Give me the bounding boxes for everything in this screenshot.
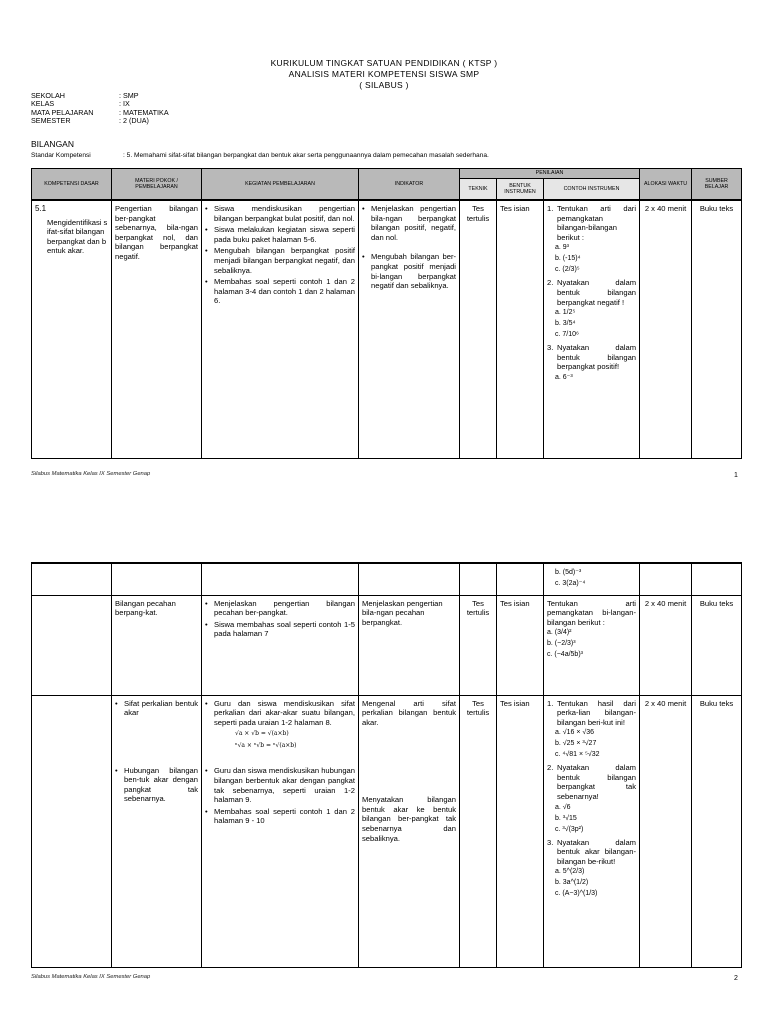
header-materi: MATERI POKOK / PEMBELAJARAN [112,169,202,201]
question-sub: b. 3a^(1/2) [555,879,589,887]
page-1 [0,0,768,490]
question-sub: a. 6⁻³ [555,373,573,381]
question-text: Nyatakan dalam bentuk bilangan berpangkat positif! [557,343,637,372]
cell-indikator [359,563,460,595]
list-item: • Membahas soal seperti contoh 1 dan 2 halaman 9 - 10 [214,807,355,826]
info-key: SEKOLAH [31,91,65,100]
question-sub: a. 1/2⁵ [555,309,576,317]
question-sub: b. (−2/3)³ [547,640,576,648]
cell-sumber: Buku teks [692,595,742,695]
cell-materi: Bilangan pecahan berpang-kat. [112,595,202,695]
question-item [547,699,636,761]
header-line-1: KURIKULUM TINGKAT SATUAN PENDIDIKAN ( KTSP ) [270,58,498,68]
question-number: 3. [547,837,554,847]
question-item [547,763,636,834]
question-sub: c. (A−3)^(1/3) [555,890,598,898]
cell-kd [32,695,112,967]
question-text: Nyatakan dalam bentuk bilangan berpangkat negatif ! [557,278,637,307]
header-kegiatan: KEGIATAN PEMBELAJARAN [202,169,359,201]
cell-indikator: Menjelaskan pengertian bila-ngan pecahan berpangkat. [359,595,460,695]
header-kd: KOMPETENSI DASAR [32,169,112,201]
syllabus-table-page-1 [31,168,742,459]
table-row [32,695,742,967]
list-item: • Membahas soal seperti contoh 1 dan 2 halaman 3-4 dan contoh 1 dan 2 halaman 6. [214,277,355,306]
list-item: • Menjelaskan pengertian bila-ngan berpangkat bilangan positif, negatif, dan nol. [371,204,456,242]
formula: √a × √b = √(a×b) [235,730,289,738]
header-contoh: CONTOH INSTRUMEN [544,179,640,201]
cell-materi: Pengertian bilangan ber-pangkat sebenarnya, bila-ngan berpangkat nol, dan bilangan berpangkat negatif. [112,200,202,458]
question-sub: c. (−4a/5b)³ [547,651,583,659]
cell-alokasi: 2 x 40 menit [640,200,692,458]
list-item: • Hubungan bilangan ben-tuk akar dengan pangkat tak sebenarnya. [124,766,198,804]
cell-kd [32,563,112,595]
header-line-3: ( SILABUS ) [359,80,409,90]
kd-text: Mengidentifikasi sifat-sifat bilangan berpangkat dan bentuk akar. [47,217,108,256]
cell-contoh [544,563,640,595]
list-item: • Menjelaskan pengertian bilangan pecahan ber-pangkat. [214,599,355,618]
info-value: : IX [119,99,130,109]
question-sub: a. 9³ [555,244,570,252]
page-2 [0,528,768,1024]
cell-teknik: Tes tertulis [460,595,497,695]
info-key: KELAS [31,99,55,109]
formula: ⁿ√a × ⁿ√b = ⁿ√(a×b) [235,741,297,749]
indikator-text: Mengenal arti sifat perkalian bilangan bentuk akar. [362,698,456,727]
question-item [547,343,636,383]
list-item: • Sifat perkalian bentuk akar [124,699,198,718]
header-indikator: INDIKATOR [359,169,460,201]
question-sub: c. 3(2a)⁻⁴ [555,580,586,587]
info-key: SEMESTER [31,116,71,126]
standar-value: : 5. Memahami sifat-sifat bilangan berpangkat dan bentuk akar serta penggunaannya dalam pemecahan masalah sederhana. [123,152,489,159]
cell-sumber: Buku teks [692,695,742,967]
question-sub: c. (2/3)⁵ [555,266,580,274]
question-sub: a. 5^(2/3) [555,868,585,876]
question-sub: c. ³√(3p²) [555,825,584,833]
cell-kegiatan [202,563,359,595]
cell-kegiatan [202,200,359,458]
list-item: • Siswa membahas soal seperti contoh 1-5 pada halaman 7 [214,620,355,639]
cell-kegiatan [202,595,359,695]
header-bentuk: BENTUK INSTRUMEN [497,179,544,201]
cell-indikator [359,200,460,458]
cell-bentuk: Tes isian [497,200,544,458]
info-key: MATA PELAJARAN [31,107,94,117]
question-sub: b. 3/5⁴ [555,320,576,328]
table-row [32,595,742,695]
question-item [547,204,636,275]
question-text: Nyatakan dalam bentuk bilangan berpangkat tak sebenarnya! [557,763,636,802]
school-info [31,92,169,126]
cell-bentuk: Tes isian [497,595,544,695]
topic-title: BILANGAN [31,139,74,149]
page-number: 2 [734,975,738,982]
header-sumber: SUMBER BELAJAR [692,169,742,201]
cell-sumber: Buku teks [692,200,742,458]
cell-kd [32,200,112,458]
cell-alokasi [640,563,692,595]
indikator-text: Menyatakan bilangan bentuk akar ke bentuk bilangan ber-pangkat tak sebenarnya dan sebaliknya. [362,795,456,843]
cell-contoh [544,695,640,967]
question-number: 3. [547,343,554,353]
cell-teknik: Tes tertulis [460,695,497,967]
list-item: • Guru dan siswa mendiskusikan hubungan bilangan berbentuk akar dengan pangkat tak sebenarnya, seperti uraian 1-2 halaman 9. [214,766,355,804]
question-item [547,838,636,900]
cell-bentuk: Tes isian [497,695,544,967]
list-item: • Mengubah bilangan berpangkat positif menjadi bilangan berpangkat negatif, dan sebaliknya. [214,246,355,275]
question-sub: b. (5d)⁻³ [555,569,582,576]
cell-materi [112,695,202,967]
cell-sumber [692,563,742,595]
question-number: 2. [547,278,554,288]
cell-indikator [359,695,460,967]
cell-alokasi: 2 x 40 menit [640,595,692,695]
standar-key: Standar Kompetensi [31,152,91,159]
cell-bentuk [497,563,544,595]
question-sub: a. √6 [555,803,571,811]
question-number: 1. [547,204,554,213]
question-item [547,278,636,340]
cell-alokasi: 2 x 40 menit [640,695,692,967]
cell-teknik [460,563,497,595]
cell-teknik: Tes tertulis [460,200,497,458]
question-sub: a. √16 × √36 [555,729,595,737]
kd-number: 5.1 [35,204,47,213]
question-text: Nyatakan dalam bentuk akar bilangan-bilangan be-rikut! [557,837,636,866]
header-teknik: TEKNIK [460,179,497,201]
cell-contoh [544,200,640,458]
question-sub: b. √25 × ³√27 [555,740,597,748]
syllabus-table-page-2 [31,562,742,968]
header-line-2: ANALISIS MATERI KOMPETENSI SISWA SMP [288,69,480,79]
question-text: Tentukan arti pemangkatan bi-langan-bilangan berikut : [547,598,636,627]
cell-materi [112,563,202,595]
page-number: 1 [734,472,738,479]
page-footer: Silabus Matematika Kelas IX Semester Genap [31,974,151,980]
list-item: • Siswa melakukan kegiatan siswa seperti pada buku paket halaman 5-6. [214,225,355,244]
question-sub: c. ⁴√81 × ⁵√32 [555,751,600,759]
cell-contoh [544,595,640,695]
question-number: 1. [547,698,554,708]
table-row [32,200,742,458]
header-penilaian: PENILAIAN [460,169,640,179]
question-text: Tentukan hasil dari perka-lian bilangan-bilangan beri-kut ini! [557,698,636,727]
cell-kd [32,595,112,695]
question-sub: b. ³√15 [555,814,577,822]
info-value: : SMP [119,91,139,100]
question-number: 2. [547,763,554,773]
standar-kompetensi [31,152,489,159]
list-item: • Guru dan siswa mendiskusikan sifat perkalian dari akar-akar suatu bilangan, seperti pada uraian 1-2 halaman 8. [214,699,355,728]
question-text: Tentukan arti dari pemangkatan bilangan-bilangan berikut : [557,204,637,242]
question-sub: b. (-15)⁴ [555,255,581,263]
info-value: : MATEMATIKA [119,107,169,117]
list-item: • Siswa mendiskusikan pengertian bilangan berpangkat bulat positif, dan nol. [214,204,355,223]
page-footer: Silabus Matematika Kelas IX Semester Genap [31,471,151,477]
list-item: • Mengubah bilangan ber-pangkat positif menjadi bi-langan berpangkat negatif dan sebaliknya. [371,252,456,290]
header-alokasi: ALOKASI WAKTU [640,169,692,201]
table-row [32,563,742,595]
info-value: : 2 (DUA) [119,116,149,126]
cell-kegiatan [202,695,359,967]
question-sub: c. 7/10⁶ [555,331,579,339]
question-sub: a. (3/4)² [547,629,572,637]
